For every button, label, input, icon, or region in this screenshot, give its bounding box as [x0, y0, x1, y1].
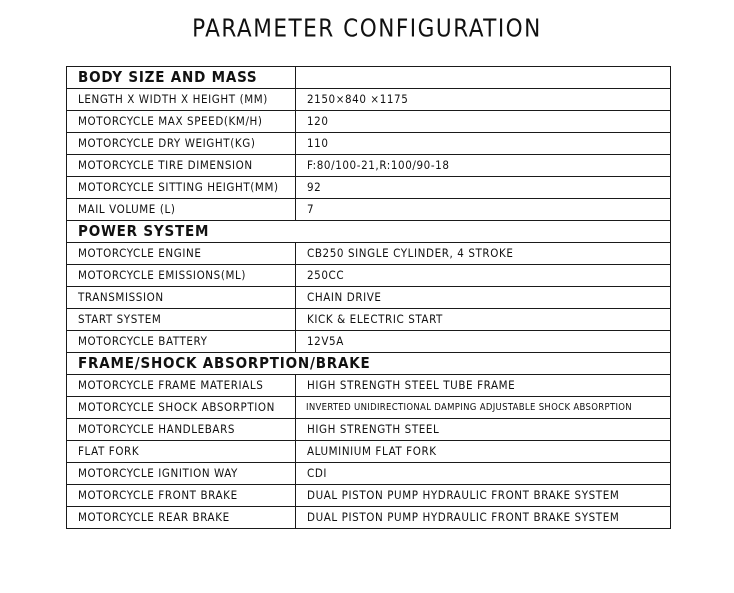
- param-value: 110: [296, 133, 671, 155]
- param-value: DUAL PISTON PUMP HYDRAULIC FRONT BRAKE SYSTEM: [296, 485, 671, 507]
- param-value: HIGH STRENGTH STEEL TUBE FRAME: [296, 375, 671, 397]
- param-label: MOTORCYCLE MAX SPEED(KM/H): [67, 111, 296, 133]
- param-label: MOTORCYCLE BATTERY: [67, 331, 296, 353]
- param-value: ALUMINIUM FLAT FORK: [296, 441, 671, 463]
- table-row: [67, 155, 671, 177]
- param-label: MAIL VOLUME (L): [67, 199, 296, 221]
- table-row: [67, 265, 671, 287]
- param-value: 2150×840 ×1175: [296, 89, 671, 111]
- param-value: HIGH STRENGTH STEEL: [296, 419, 671, 441]
- param-label: MOTORCYCLE SHOCK ABSORPTION: [67, 397, 296, 419]
- section-heading: POWER SYSTEM: [67, 221, 671, 243]
- param-value: CB250 SINGLE CYLINDER, 4 STROKE: [296, 243, 671, 265]
- section-heading: FRAME/SHOCK ABSORPTION/BRAKE: [67, 353, 671, 375]
- param-value: 12V5A: [296, 331, 671, 353]
- table-row: [67, 419, 671, 441]
- param-value: CDI: [296, 463, 671, 485]
- param-label: LENGTH X WIDTH X HEIGHT (MM): [67, 89, 296, 111]
- param-label: MOTORCYCLE ENGINE: [67, 243, 296, 265]
- param-label: MOTORCYCLE SITTING HEIGHT(MM): [67, 177, 296, 199]
- table-row: [67, 375, 671, 397]
- table-row: [67, 507, 671, 529]
- table-row: [67, 133, 671, 155]
- table-row: [67, 397, 671, 419]
- param-value: CHAIN DRIVE: [296, 287, 671, 309]
- param-label: TRANSMISSION: [67, 287, 296, 309]
- page-title: PARAMETER CONFIGURATION: [192, 13, 542, 43]
- param-label: START SYSTEM: [67, 309, 296, 331]
- param-label: MOTORCYCLE REAR BRAKE: [67, 507, 296, 529]
- table-row: [67, 89, 671, 111]
- param-label: MOTORCYCLE TIRE DIMENSION: [67, 155, 296, 177]
- param-value: 92: [296, 177, 671, 199]
- table-row: [67, 199, 671, 221]
- param-label: FLAT FORK: [67, 441, 296, 463]
- table-row: [67, 177, 671, 199]
- section-header-frame-shock-brake: [67, 353, 671, 375]
- param-value: DUAL PISTON PUMP HYDRAULIC FRONT BRAKE SYSTEM: [296, 507, 671, 529]
- param-value: 7: [296, 199, 671, 221]
- param-label: MOTORCYCLE HANDLEBARS: [67, 419, 296, 441]
- param-value: 250CC: [296, 265, 671, 287]
- param-label: MOTORCYCLE DRY WEIGHT(KG): [67, 133, 296, 155]
- section-header-power-system: [67, 221, 671, 243]
- parameter-table: [66, 66, 671, 529]
- table-row: [67, 441, 671, 463]
- table-row: [67, 463, 671, 485]
- section-heading-blank: [296, 67, 671, 89]
- param-value: INVERTED UNIDIRECTIONAL DAMPING ADJUSTABLE SHOCK ABSORPTION: [296, 397, 671, 419]
- param-label: MOTORCYCLE FRAME MATERIALS: [67, 375, 296, 397]
- table-row: [67, 309, 671, 331]
- table-row: [67, 111, 671, 133]
- table-row: [67, 287, 671, 309]
- table-row: [67, 485, 671, 507]
- param-label: MOTORCYCLE FRONT BRAKE: [67, 485, 296, 507]
- param-label: MOTORCYCLE EMISSIONS(ML): [67, 265, 296, 287]
- section-heading: BODY SIZE AND MASS: [67, 67, 296, 89]
- table-row: [67, 331, 671, 353]
- table-row: [67, 243, 671, 265]
- param-value: KICK & ELECTRIC START: [296, 309, 671, 331]
- section-header-body-size: [67, 67, 671, 89]
- param-label: MOTORCYCLE IGNITION WAY: [67, 463, 296, 485]
- param-value: 120: [296, 111, 671, 133]
- param-value: F:80/100-21,R:100/90-18: [296, 155, 671, 177]
